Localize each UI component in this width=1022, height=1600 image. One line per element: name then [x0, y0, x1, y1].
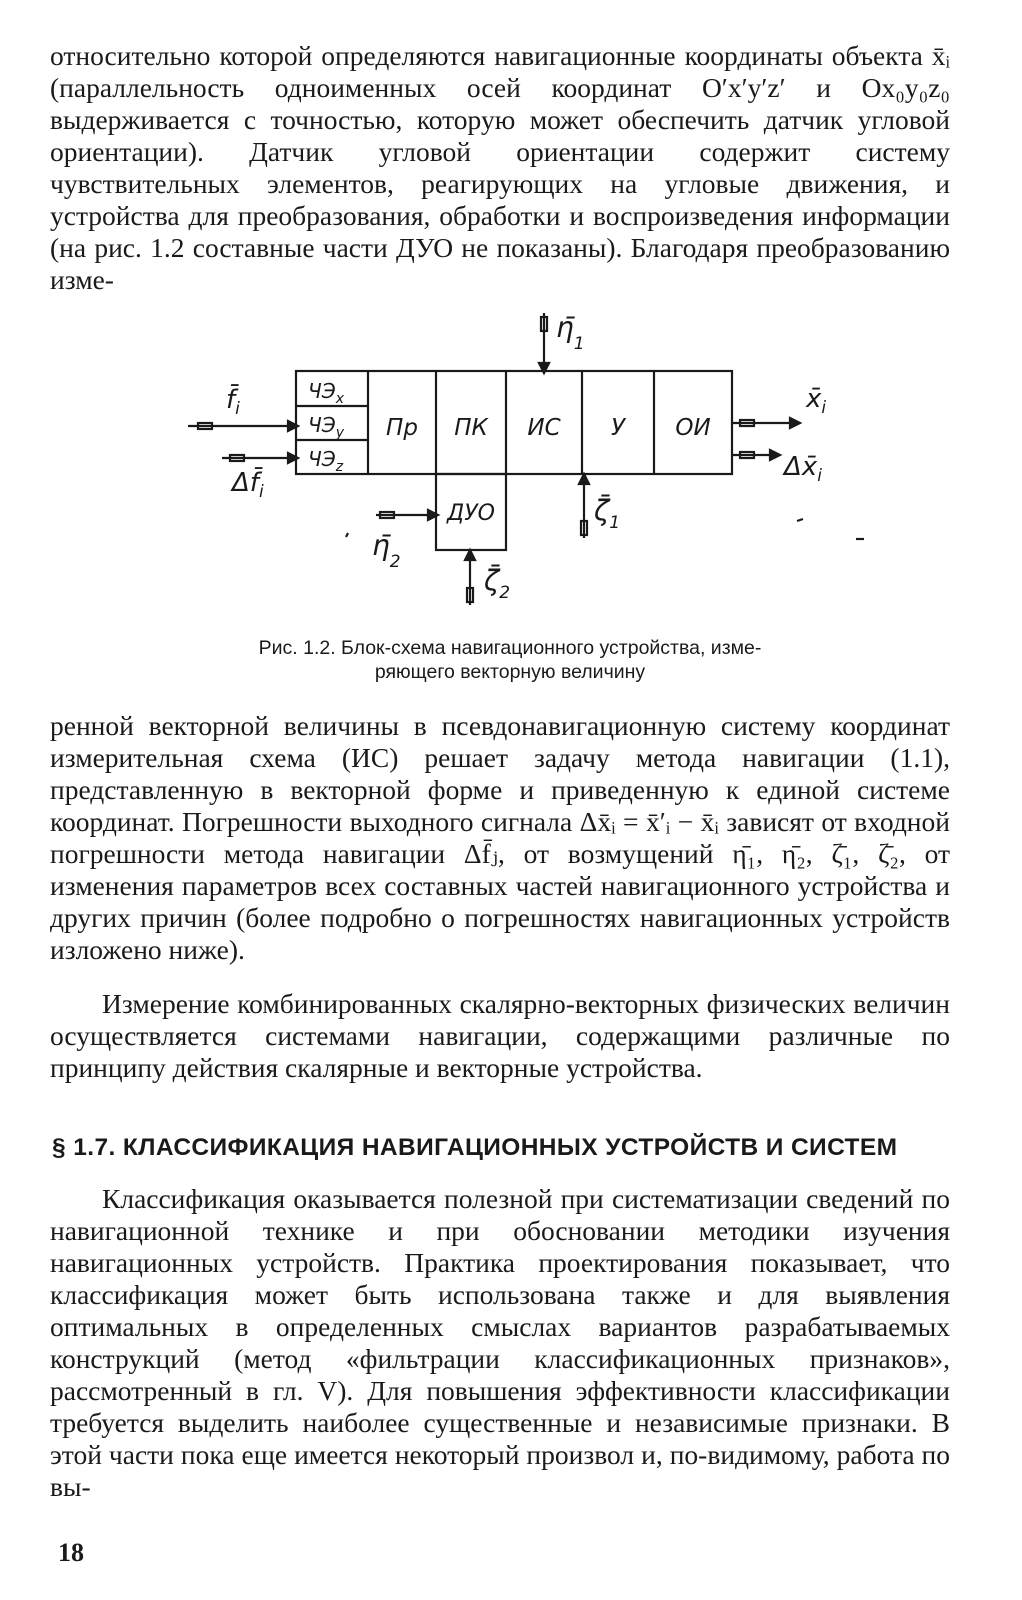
- f-input-label: $f̄_i$: [226, 385, 240, 419]
- eta2-label: $\etā_2$: [372, 529, 401, 572]
- pk-label: ПК: [454, 415, 488, 441]
- paragraph-classification: Классификация оказывается полезной при систематизации сведений по навигационной технике и при обосновании методики изучения навигационных устройств. Практика проектирования показывает, что классификация может быть использована также и для выявления оптимальных в определенных смыслах вариантов разрабатываемых конструкций (метод «фильтрации классификационных признаков», рассмотренный в гл. V). Для повышения эффективности классификации требуется выделить наиболее существенные и независимые признаки. В этой части пока еще имеется некоторый произвол и, по-видимому, работа по вы-: [50, 1183, 950, 1502]
- duo-label: ДУО: [447, 501, 495, 526]
- print-mark: [346, 533, 348, 537]
- output-arrow-x-head: [790, 418, 800, 428]
- zeta1-arrow-head: [579, 474, 589, 484]
- page-number: 18: [58, 1538, 84, 1567]
- block-diagram: [0, 295, 1022, 635]
- zeta1-label: $\zetā_1$: [594, 494, 621, 533]
- u-label: У: [610, 415, 626, 441]
- zeta2-label: $\zetā_2$: [484, 564, 511, 603]
- main-block-row: [296, 371, 732, 474]
- paragraph-combined-measurement: Измерение комбинированных скалярно-векторных физических величин осуществляется системами навигации, содержащими различные по принципу действия скалярные и векторные устройства.: [50, 988, 950, 1083]
- zeta2-arrow-head: [465, 550, 475, 560]
- pr-label: Пр: [386, 415, 418, 441]
- paragraph-after-figure: ренной векторной величины в псевдонавигационную систему координат измерительная схема (ИС) решает задачу метода навигации (1.1), представленную в векторной форме и приведенную к единой системе координат. Погрешности выходного сигнала Δx̄ᵢ = x̄′ᵢ − x̄ᵢ зависят от входной погрешности метода навигации Δf̄ⱼ, от возмущений η̄₁, η̄₂, ζ̄₁, ζ̄₂, от изменения параметров всех составных частей навигационного устройства и других причин (более подробно о погрешностях навигационных устройств изложено ниже).: [50, 710, 950, 965]
- output-arrow-dx-head: [770, 450, 780, 460]
- che-z-label: $ЧЭ_z$: [308, 447, 344, 475]
- x-output-label: $x̄_i$: [806, 384, 827, 418]
- figure-caption-line-2: ряющего векторную величину: [374, 661, 646, 683]
- figure-caption-line-1: Рис. 1.2. Блок-схема навигационного устройства, изме-: [258, 637, 762, 659]
- print-mark: [797, 519, 803, 521]
- eta1-label: $\etā_1$: [556, 311, 585, 354]
- dx-output-label: $\Delta x̄_i$: [784, 452, 822, 486]
- oi-label: ОИ: [675, 415, 711, 441]
- df-input-label: $\Delta f̄_i$: [232, 468, 264, 502]
- paragraph-top: относительно которой определяются навигационные координаты объекта x̄ᵢ (параллельность одноименных осей координат O′x′y′z′ и Ox₀y₀z₀ выдерживается с точностью, которую может обеспечить датчик угловой ориентации). Датчик угловой ориентации содержит систему чувствительных элементов, реагирующих на угловые движения, и устройства для преобразования, обработки и воспроизведения информации (на рис. 1.2 составные части ДУО не показаны). Благодаря преобразованию изме-: [50, 40, 950, 295]
- che-x-label: $ЧЭ_x$: [308, 379, 344, 407]
- section-heading: § 1.7. КЛАССИФИКАЦИЯ НАВИГАЦИОННЫХ УСТРОЙСТВ И СИСТЕМ: [52, 1134, 898, 1161]
- che-y-label: $ЧЭ_y$: [308, 413, 344, 441]
- is-label: ИС: [527, 415, 561, 441]
